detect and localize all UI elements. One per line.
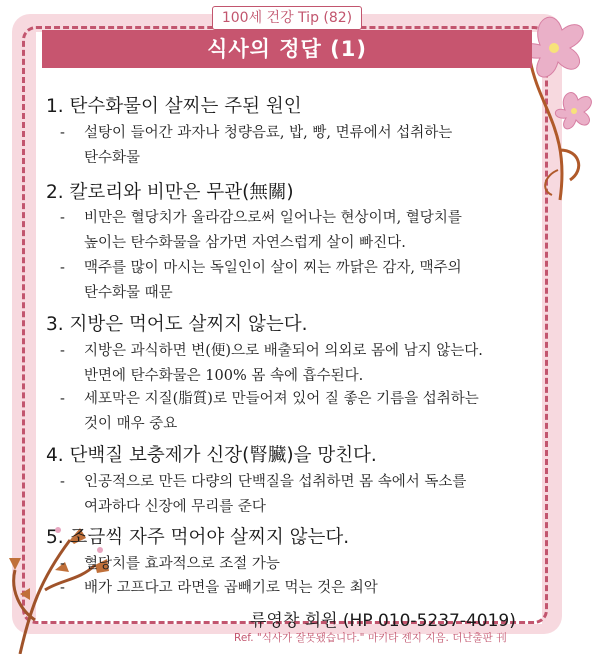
bullet-dash: - — [60, 260, 65, 276]
bullet-text: 반면에 탄수화물은 100% 몸 속에 흡수된다. — [84, 368, 364, 384]
list-item — [60, 387, 530, 437]
reference-note: Ref. "식사가 잘못됐습니다." 마키타 젠지 지음. 더난출판 刊 — [234, 632, 507, 644]
bullet-text: 혈당치를 효과적으로 조절 가능 — [84, 556, 280, 572]
list-item — [60, 576, 530, 601]
section-heading: 1. 탄수화물이 살찌는 주된 원인 — [46, 96, 302, 117]
page-title: 식사의 정답 (1) — [42, 30, 532, 68]
author-contact: 류영창 회원 (HP 010-5237-4019) — [250, 611, 516, 631]
bullet-dash: - — [60, 474, 65, 490]
bullet-text: 인공적으로 만든 다량의 단백질을 섭취하면 몸 속에서 독소를 — [84, 474, 467, 490]
bullet-text: 세포막은 지질(脂質)로 만들어져 있어 질 좋은 기름을 섭취하는 — [84, 391, 479, 407]
bullet-text: 지방은 과식하면 변(便)으로 배출되어 의외로 몸에 남지 않는다. — [84, 343, 483, 359]
list-item — [60, 121, 530, 171]
bullet-dash: - — [60, 391, 65, 407]
section-heading: 2. 칼로리와 비만은 무관(無關) — [46, 182, 294, 203]
bullet-text: 여과하다 신장에 무리를 준다 — [84, 499, 266, 515]
list-item — [60, 206, 530, 256]
bullet-text: 맥주를 많이 마시는 독일인이 살이 찌는 까닭은 감자, 맥주의 — [84, 260, 462, 276]
list-item — [60, 339, 530, 389]
bullet-dash: - — [60, 343, 65, 359]
bullet-dash: - — [60, 125, 65, 141]
bullet-dash: - — [60, 580, 65, 596]
bullet-text: 설탕이 들어간 과자나 청량음료, 밥, 빵, 면류에서 섭취하는 — [84, 125, 453, 141]
section-heading: 3. 지방은 먹어도 살찌지 않는다. — [46, 314, 308, 335]
list-item — [60, 552, 530, 577]
bullet-text: 것이 매우 중요 — [84, 416, 178, 432]
section-heading: 5. 조금씩 자주 먹어야 살찌지 않는다. — [46, 527, 350, 548]
list-item — [60, 256, 530, 306]
bullet-dash: - — [60, 210, 65, 226]
bullet-text: 탄수화물 — [84, 150, 141, 166]
series-label: 100세 건강 Tip (82) — [212, 6, 362, 30]
bullet-text: 높이는 탄수화물을 삼가면 자연스럽게 살이 빠진다. — [84, 235, 406, 251]
bullet-text: 비만은 혈당치가 올라감으로써 일어나는 현상이며, 혈당치를 — [84, 210, 462, 226]
bullet-dash: - — [60, 556, 65, 572]
list-item — [60, 470, 530, 520]
bullet-text: 탄수화물 때문 — [84, 285, 173, 301]
bullet-text: 배가 고프다고 라면을 곱빼기로 먹는 것은 최악 — [84, 580, 378, 596]
section-heading: 4. 단백질 보충제가 신장(腎臟)을 망친다. — [46, 445, 377, 466]
